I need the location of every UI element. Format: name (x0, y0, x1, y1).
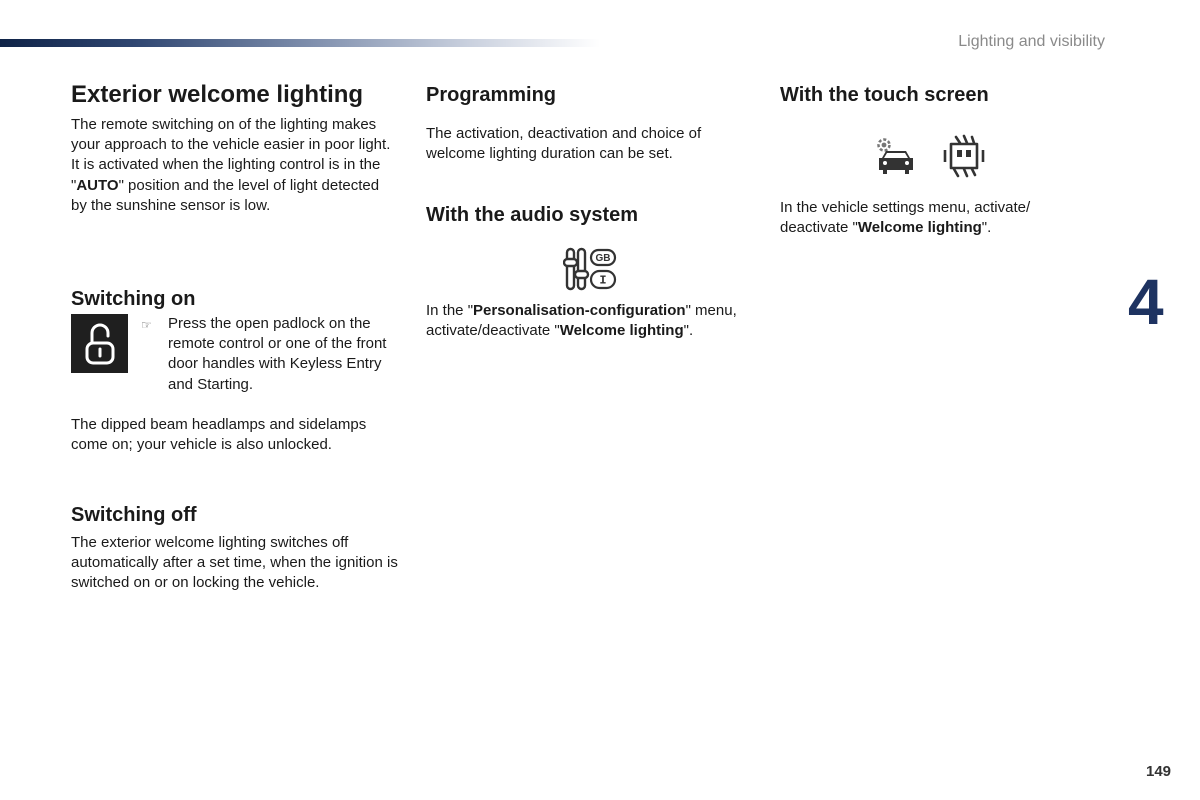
programming-heading: Programming (426, 84, 557, 106)
touch-screen-heading: With the touch screen (780, 84, 989, 106)
section-header: Lighting and visibility (958, 33, 1105, 50)
text-run: In the " (426, 302, 474, 319)
bold-term: Personalisation-configuration (473, 302, 686, 319)
switching-on-step: Press the open padlock on the remote control or one of the front door handles with Keyless Entry and Starting. (168, 315, 387, 393)
header-accent-bar (0, 39, 600, 47)
switching-off-heading: Switching off (71, 504, 197, 526)
text-run: The remote switching on of the lighting makes your approach to the vehicle easier in poor light. It is activated when the lighting control is in the " (71, 116, 391, 194)
switching-on-heading: Switching on (71, 288, 196, 310)
touch-screen-text (780, 198, 1060, 238)
bold-term: Welcome lighting (857, 219, 982, 237)
open-padlock-glyph (83, 321, 117, 367)
audio-icon-badge-i: I (599, 273, 607, 288)
switching-on-result: The dipped beam headlamps and sidelamps come on; your vehicle is also unlocked. (71, 416, 367, 454)
bold-term: Welcome lighting (559, 322, 684, 340)
page-title: Exterior welcome lighting (71, 81, 364, 108)
intro-paragraph (71, 115, 391, 216)
text-run: " menu, activate/deactivate " (426, 302, 737, 340)
chapter-number: 4 (1128, 266, 1164, 338)
open-padlock-icon (71, 314, 128, 373)
bold-term: AUTO (76, 176, 119, 194)
text-run: In the vehicle settings menu, activate/ deactivate " (780, 199, 1031, 237)
audio-system-heading: With the audio system (426, 204, 639, 226)
hand-pointer-icon: ☞ (141, 318, 152, 332)
audio-system-text (426, 301, 756, 341)
audio-settings-icon (563, 246, 617, 292)
driving-aids-icon (942, 134, 986, 178)
page-number: 149 (1146, 763, 1172, 780)
text-run: " position and the level of light detected by the sunshine sensor is low. (71, 176, 380, 214)
vehicle-settings-icon (872, 134, 918, 178)
audio-icon-badge-gb: GB (595, 253, 611, 264)
programming-text: The activation, deactivation and choice of welcome lighting duration can be set. (426, 125, 702, 163)
text-run: ". (683, 322, 694, 340)
switching-off-text: The exterior welcome lighting switches off automatically after a set time, when the ignition is switched on or on locking the vehicle. (71, 534, 398, 592)
text-run: ". (981, 219, 992, 237)
